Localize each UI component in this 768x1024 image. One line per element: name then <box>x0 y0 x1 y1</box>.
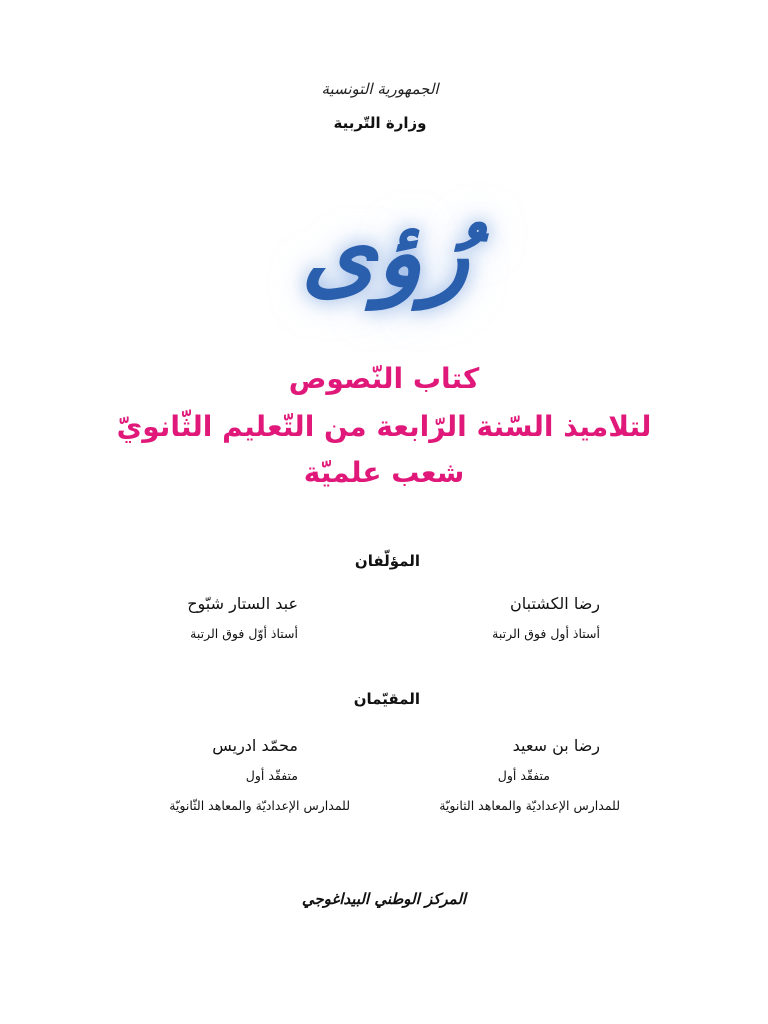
reviewer-1-name: رضا بن سعيد <box>512 736 600 755</box>
book-logo <box>250 178 520 338</box>
title-line-3: شعب علميّة <box>303 456 465 489</box>
reviewer-1-role: متفقّد أول <box>497 768 550 783</box>
author-1-name: رضا الكشتبان <box>510 594 600 613</box>
reviewers-heading: المقيّمان <box>353 690 420 708</box>
reviewer-2-name: محمّد ادريس <box>212 736 298 755</box>
author-1-role: أستاذ أول فوق الرتبة <box>492 626 600 641</box>
author-2-name: عبد الستار شبّوح <box>187 594 298 613</box>
title-line-1: كتاب النّصوص <box>288 362 480 395</box>
ministry-label: وزارة التّربية <box>333 114 427 132</box>
authors-heading: المؤلّفان <box>354 552 420 570</box>
reviewer-1-institution: للمدارس الإعداديّة والمعاهد الثانويّة <box>439 798 620 813</box>
reviewer-2-institution: للمدارس الإعداديّة والمعاهد الثّانويّة <box>169 798 350 813</box>
publisher-label: المركز الوطني البيداغوجي <box>301 890 467 908</box>
title-line-2: لتلاميذ السّنة الرّابعة من التّعليم الثّانويّ <box>116 410 652 443</box>
author-2-role: أستاذ أوّل فوق الرتبة <box>190 626 298 641</box>
reviewer-2-role: متفقّد أول <box>245 768 298 783</box>
republic-label: الجمهورية التونسية <box>321 80 439 98</box>
logo-text: رُؤى <box>301 196 469 309</box>
